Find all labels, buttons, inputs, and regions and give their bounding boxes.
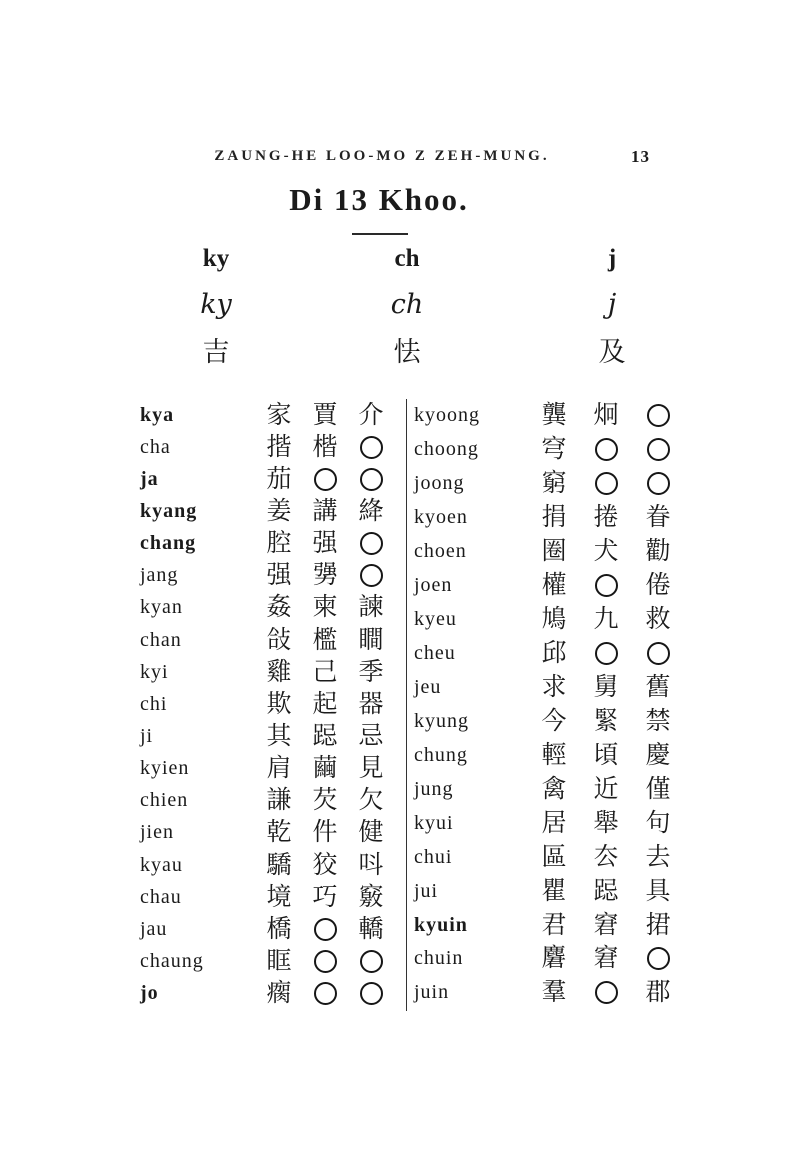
row-romanization: chung — [414, 743, 468, 766]
hanzi-glyph: 近 — [593, 775, 619, 803]
hanzi-glyph: 見 — [358, 755, 384, 783]
hanzi-glyph: 求 — [541, 673, 567, 701]
table-row — [414, 738, 674, 772]
hanzi-glyph: 健 — [358, 819, 384, 847]
empty-circle-glyph — [360, 950, 383, 973]
hanzi-glyph: 禁 — [645, 707, 671, 735]
hanzi-glyph: 勸 — [645, 538, 671, 566]
page-number: 13 — [631, 147, 650, 166]
hanzi-glyph: 穹 — [541, 436, 567, 464]
initial-roman: ky — [202, 245, 230, 272]
table-row — [414, 399, 674, 433]
table-row — [414, 569, 674, 603]
hanzi-glyph: 賈 — [312, 401, 338, 429]
row-romanization: jeu — [414, 675, 442, 698]
hanzi-glyph: 瞿 — [541, 877, 567, 905]
row-romanization: choong — [414, 438, 479, 461]
table-row — [140, 624, 402, 656]
row-romanization: kya — [140, 403, 175, 426]
row-romanization: chan — [140, 628, 182, 651]
hanzi-glyph: 乾 — [266, 819, 292, 847]
hanzi-glyph: 驕 — [266, 851, 292, 879]
row-romanization: jui — [414, 879, 439, 902]
hanzi-glyph: 緊 — [593, 707, 619, 735]
hanzi-glyph: 芡 — [312, 787, 338, 815]
hanzi-glyph: 今 — [541, 707, 567, 735]
hanzi-glyph: 瞷 — [358, 626, 384, 654]
row-romanization: ji — [140, 724, 154, 747]
hanzi-glyph: 區 — [541, 843, 567, 871]
row-romanization: kyang — [140, 499, 198, 522]
title-rule-divider — [352, 233, 408, 235]
hanzi-glyph: 舉 — [593, 809, 619, 837]
initial-hanzi: 吉 — [202, 337, 230, 367]
table-row — [414, 942, 674, 976]
hanzi-glyph: 姜 — [266, 497, 292, 525]
row-romanization: chi — [140, 692, 168, 715]
hanzi-glyph: 舅 — [593, 673, 619, 701]
table-row — [140, 978, 402, 1010]
row-romanization: chui — [414, 845, 453, 868]
hanzi-glyph: 慶 — [645, 741, 671, 769]
row-romanization: jang — [140, 564, 179, 587]
empty-circle-glyph — [595, 472, 618, 495]
table-row — [414, 704, 674, 738]
hanzi-glyph: 郡 — [645, 979, 671, 1007]
hanzi-glyph: 權 — [541, 572, 567, 600]
hanzi-glyph: 起 — [312, 690, 338, 718]
table-row — [140, 495, 402, 527]
hanzi-glyph: 檻 — [312, 626, 338, 654]
table-row — [414, 840, 674, 874]
table-row — [414, 433, 674, 467]
row-romanization: joong — [414, 472, 465, 495]
hanzi-glyph: 諫 — [358, 594, 384, 622]
hanzi-glyph: 絳 — [358, 497, 384, 525]
table-row — [414, 976, 674, 1010]
hanzi-glyph: 楷 — [312, 433, 338, 461]
empty-circle-glyph — [360, 564, 383, 587]
hanzi-glyph: 巧 — [312, 883, 338, 911]
table-row — [414, 772, 674, 806]
empty-circle-glyph — [314, 950, 337, 973]
hanzi-glyph: 跽 — [593, 877, 619, 905]
table-row — [140, 881, 402, 913]
hanzi-glyph: 謙 — [266, 787, 292, 815]
hanzi-glyph: 姦 — [266, 594, 292, 622]
empty-circle-glyph — [595, 574, 618, 597]
hanzi-glyph: 窘 — [593, 911, 619, 939]
row-romanization: chuin — [414, 947, 464, 970]
empty-circle-glyph — [647, 438, 670, 461]
table-row — [140, 913, 402, 945]
table-row — [414, 671, 674, 705]
hanzi-glyph: 敆 — [266, 626, 292, 654]
table-row — [140, 656, 402, 688]
table-row — [140, 431, 402, 463]
hanzi-glyph: 件 — [312, 819, 338, 847]
row-romanization: cha — [140, 435, 171, 458]
table-row — [414, 637, 674, 671]
hanzi-glyph: 其 — [266, 722, 292, 750]
row-romanization: chien — [140, 789, 189, 812]
column-divider — [406, 399, 407, 1011]
hanzi-glyph: 九 — [593, 606, 619, 634]
glyph-table — [140, 399, 680, 1011]
hanzi-glyph: 炯 — [593, 402, 619, 430]
row-romanization: jau — [140, 917, 168, 940]
row-romanization: juin — [414, 981, 450, 1004]
hanzi-glyph: 橋 — [266, 915, 292, 943]
row-romanization: kyien — [140, 757, 190, 780]
hanzi-glyph: 厺 — [593, 843, 619, 871]
hanzi-glyph: 狡 — [312, 851, 338, 879]
row-romanization: chaung — [140, 949, 204, 972]
table-row — [140, 753, 402, 785]
table-row — [140, 399, 402, 431]
hanzi-glyph: 介 — [358, 401, 384, 429]
hanzi-glyph: 柬 — [312, 594, 338, 622]
hanzi-glyph: 忌 — [358, 722, 384, 750]
row-romanization: kyung — [414, 709, 469, 732]
row-romanization: kyoong — [414, 404, 480, 427]
table-row — [414, 467, 674, 501]
row-romanization: kyi — [140, 660, 169, 683]
hanzi-glyph: 境 — [266, 883, 292, 911]
row-romanization: jien — [140, 821, 174, 844]
empty-circle-glyph — [360, 532, 383, 555]
hanzi-glyph: 雞 — [266, 658, 292, 686]
table-row — [414, 603, 674, 637]
empty-circle-glyph — [360, 436, 383, 459]
empty-circle-glyph — [595, 642, 618, 665]
page-title: Di 13 Khoo. — [289, 182, 469, 217]
initial-roman: j — [607, 245, 617, 272]
empty-circle-glyph — [360, 468, 383, 491]
initial-hanzi: 及 — [598, 337, 626, 367]
hanzi-glyph: 救 — [645, 606, 671, 634]
initial-italic: ky — [200, 289, 232, 320]
hanzi-glyph: 居 — [541, 809, 567, 837]
hanzi-glyph: 窮 — [541, 470, 567, 498]
row-romanization: kyau — [140, 853, 183, 876]
row-romanization: cheu — [414, 642, 456, 665]
table-row — [140, 785, 402, 817]
table-row — [140, 592, 402, 624]
hanzi-glyph: 捲 — [593, 504, 619, 532]
empty-circle-glyph — [647, 642, 670, 665]
hanzi-glyph: 欺 — [266, 690, 292, 718]
row-romanization: kyuin — [414, 913, 468, 936]
hanzi-glyph: 君 — [541, 911, 567, 939]
row-romanization: chang — [140, 532, 197, 555]
hanzi-glyph: 勥 — [312, 562, 338, 590]
hanzi-glyph: 舊 — [645, 673, 671, 701]
table-row — [140, 945, 402, 977]
hanzi-glyph: 季 — [358, 658, 384, 686]
initial-group-j — [557, 243, 667, 367]
hanzi-glyph: 家 — [266, 401, 292, 429]
table-row — [414, 806, 674, 840]
hanzi-glyph: 呌 — [358, 851, 384, 879]
row-romanization: kyan — [140, 596, 183, 619]
row-romanization: kyoen — [414, 506, 468, 529]
table-row — [140, 528, 402, 560]
empty-circle-glyph — [647, 404, 670, 427]
hanzi-glyph: 犬 — [593, 538, 619, 566]
table-row — [414, 908, 674, 942]
hanzi-glyph: 揩 — [266, 433, 292, 461]
empty-circle-glyph — [595, 438, 618, 461]
empty-circle-glyph — [314, 982, 337, 1005]
hanzi-glyph: 腔 — [266, 530, 292, 558]
hanzi-glyph: 窘 — [593, 945, 619, 973]
row-romanization: choen — [414, 540, 467, 563]
hanzi-glyph: 倦 — [645, 572, 671, 600]
hanzi-glyph: 眶 — [266, 947, 292, 975]
empty-circle-glyph — [314, 468, 337, 491]
hanzi-glyph: 頃 — [593, 741, 619, 769]
empty-circle-glyph — [647, 947, 670, 970]
initial-group-ky — [161, 243, 271, 367]
hanzi-glyph: 圈 — [541, 538, 567, 566]
hanzi-glyph: 茄 — [266, 465, 292, 493]
row-romanization: kyeu — [414, 608, 457, 631]
hanzi-glyph: 竅 — [358, 883, 384, 911]
hanzi-glyph: 羣 — [541, 979, 567, 1007]
hanzi-glyph: 禽 — [541, 775, 567, 803]
hanzi-glyph: 句 — [645, 809, 671, 837]
initial-group-ch — [352, 243, 462, 367]
row-romanization: ja — [140, 467, 159, 490]
hanzi-glyph: 轎 — [358, 915, 384, 943]
hanzi-glyph: 龔 — [541, 402, 567, 430]
hanzi-glyph: 鳩 — [541, 606, 567, 634]
initial-italic: ch — [390, 289, 424, 320]
table-row — [414, 501, 674, 535]
row-romanization: jo — [140, 982, 159, 1005]
hanzi-glyph: 眷 — [645, 504, 671, 532]
hanzi-glyph: 己 — [312, 658, 338, 686]
hanzi-glyph: 邱 — [541, 640, 567, 668]
running-header: ZAUNG-HE LOO-MO Z ZEH-MUNG. — [214, 148, 550, 164]
empty-circle-glyph — [314, 918, 337, 941]
hanzi-glyph: 輕 — [541, 741, 567, 769]
table-left-column — [140, 399, 402, 1010]
initial-italic: j — [607, 289, 617, 320]
hanzi-glyph: 捐 — [541, 504, 567, 532]
empty-circle-glyph — [647, 472, 670, 495]
hanzi-glyph: 具 — [645, 877, 671, 905]
table-row — [140, 720, 402, 752]
row-romanization: joen — [414, 574, 453, 597]
hanzi-glyph: 僅 — [645, 775, 671, 803]
row-romanization: chau — [140, 885, 182, 908]
hanzi-glyph: 强 — [266, 562, 292, 590]
hanzi-glyph: 瘸 — [266, 980, 292, 1008]
hanzi-glyph: 繭 — [312, 755, 338, 783]
hanzi-glyph: 欠 — [358, 787, 384, 815]
empty-circle-glyph — [595, 981, 618, 1004]
table-row — [140, 463, 402, 495]
table-row — [414, 535, 674, 569]
table-row — [140, 688, 402, 720]
hanzi-glyph: 肩 — [266, 755, 292, 783]
hanzi-glyph: 器 — [358, 690, 384, 718]
table-right-column — [414, 399, 674, 1010]
row-romanization: jung — [414, 777, 454, 800]
row-romanization: kyui — [414, 811, 454, 834]
initial-roman: ch — [394, 245, 420, 272]
hanzi-glyph: 捃 — [645, 911, 671, 939]
table-row — [140, 817, 402, 849]
hanzi-glyph: 强 — [312, 530, 338, 558]
table-row — [140, 849, 402, 881]
hanzi-glyph: 講 — [312, 497, 338, 525]
hanzi-glyph: 跽 — [312, 722, 338, 750]
hanzi-glyph: 麏 — [541, 945, 567, 973]
hanzi-glyph: 去 — [645, 843, 671, 871]
table-row — [140, 560, 402, 592]
empty-circle-glyph — [360, 982, 383, 1005]
initial-hanzi: 怯 — [393, 337, 421, 367]
table-row — [414, 874, 674, 908]
